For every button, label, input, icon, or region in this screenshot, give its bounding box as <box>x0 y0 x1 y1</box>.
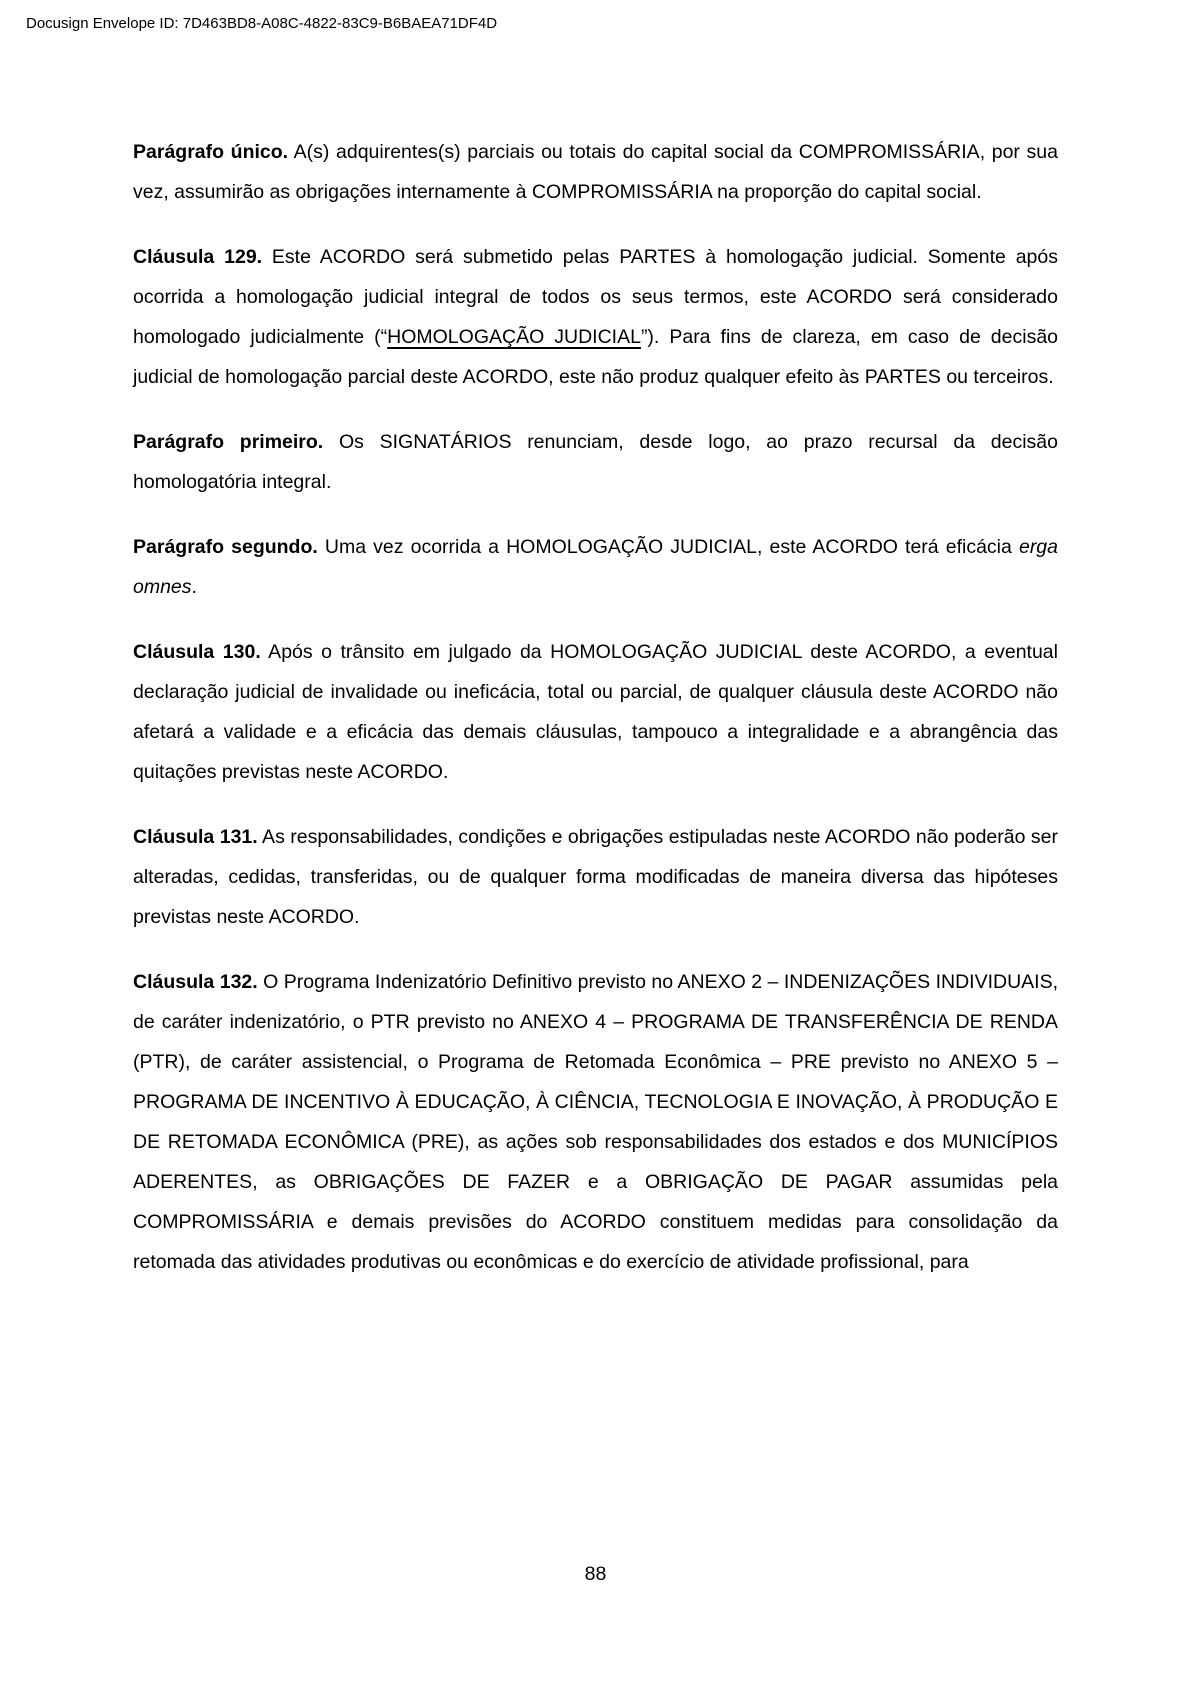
paragraph-lead: Parágrafo único. <box>133 141 289 163</box>
paragraph-text: Após o trânsito em julgado da HOMOLOGAÇÃO JUDICIAL deste ACORDO, a eventual declaração judicial de invalidade ou ineficácia, total ou parcial, de qualquer cláusula deste ACORDO não afetará a validade e a eficácia das demais cláusulas, tampouco a integralidade e a abrangência das quitações previstas neste ACORDO. <box>133 641 1058 783</box>
paragraph-lead: Cláusula 131. <box>133 826 258 848</box>
paragraph-text: O Programa Indenizatório Definitivo previsto no ANEXO 2 – INDENIZAÇÕES INDIVIDUAIS, de caráter indenizatório, o PTR previsto no ANEXO 4 – PROGRAMA DE TRANSFERÊNCIA DE RENDA (PTR), de caráter assistencial, o Programa de Retomada Econômica – PRE previsto no ANEXO 5 – PROGRAMA DE INCENTIVO À EDUCAÇÃO, À CIÊNCIA, TECNOLOGIA E INOVAÇÃO, À PRODUÇÃO E DE RETOMADA ECONÔMICA (PRE), as ações sob responsabilidades dos estados e dos MUNICÍPIOS ADERENTES, as OBRIGAÇÕES DE FAZER e a OBRIGAÇÃO DE PAGAR assumidas pela COMPROMISSÁRIA e demais previsões do ACORDO constituem medidas para consolidação da retomada das atividades produtivas ou econômicas e do exercício de atividade profissional, para <box>133 971 1058 1273</box>
paragraph-text: A(s) adquirentes(s) parciais ou totais do capital social da COMPROMISSÁRIA, por sua vez, assumirão as obrigações internamente à COMPROMISSÁRIA na proporção do capital social. <box>133 141 1058 203</box>
paragraph-paragrafo-unico <box>133 132 1058 212</box>
paragraph-lead: Parágrafo primeiro. <box>133 431 324 453</box>
paragraph-lead: Cláusula 132. <box>133 971 258 993</box>
paragraph-lead: Cláusula 130. <box>133 641 261 663</box>
docusign-envelope-id: Docusign Envelope ID: 7D463BD8-A08C-4822-83C9-B6BAEA71DF4D <box>26 15 498 32</box>
paragraph-text: As responsabilidades, condições e obrigações estipuladas neste ACORDO não poderão ser alteradas, cedidas, transferidas, ou de qualquer forma modificadas de maneira diversa das hipóteses previstas neste ACORDO. <box>133 826 1058 928</box>
paragraph-lead: Cláusula 129. <box>133 246 263 268</box>
paragraph-text: Este ACORDO será submetido pelas PARTES à homologação judicial. Somente após ocorrida a homologação judicial integral de todos os seus termos, este ACORDO será considerado homologado judicialmente (“ <box>133 246 1058 348</box>
paragraph-lead: Parágrafo segundo. <box>133 536 318 558</box>
paragraph-text: Os SIGNATÁRIOS renunciam, desde logo, ao prazo recursal da decisão homologatória integral. <box>133 431 1058 493</box>
paragraph-clausula-132 <box>133 962 1058 1282</box>
paragraph-text: ”). Para fins de clareza, em caso de decisão judicial de homologação parcial deste ACORDO, este não produz qualquer efeito às PARTES ou terceiros. <box>133 326 1059 388</box>
paragraph-text: Uma vez ocorrida a HOMOLOGAÇÃO JUDICIAL, este ACORDO terá eficácia <box>317 536 1019 558</box>
paragraph-clausula-130 <box>133 632 1058 792</box>
underlined-term: HOMOLOGAÇÃO JUDICIAL <box>387 326 641 348</box>
paragraph-text: . <box>191 576 197 598</box>
page-number: 88 <box>584 1563 607 1585</box>
paragraph-paragrafo-primeiro <box>133 422 1058 502</box>
paragraph-paragrafo-segundo <box>133 527 1058 607</box>
paragraph-clausula-129 <box>133 237 1058 397</box>
italic-term: erga omnes <box>133 536 1058 598</box>
paragraph-clausula-131 <box>133 817 1058 937</box>
document-body <box>133 132 1058 1307</box>
